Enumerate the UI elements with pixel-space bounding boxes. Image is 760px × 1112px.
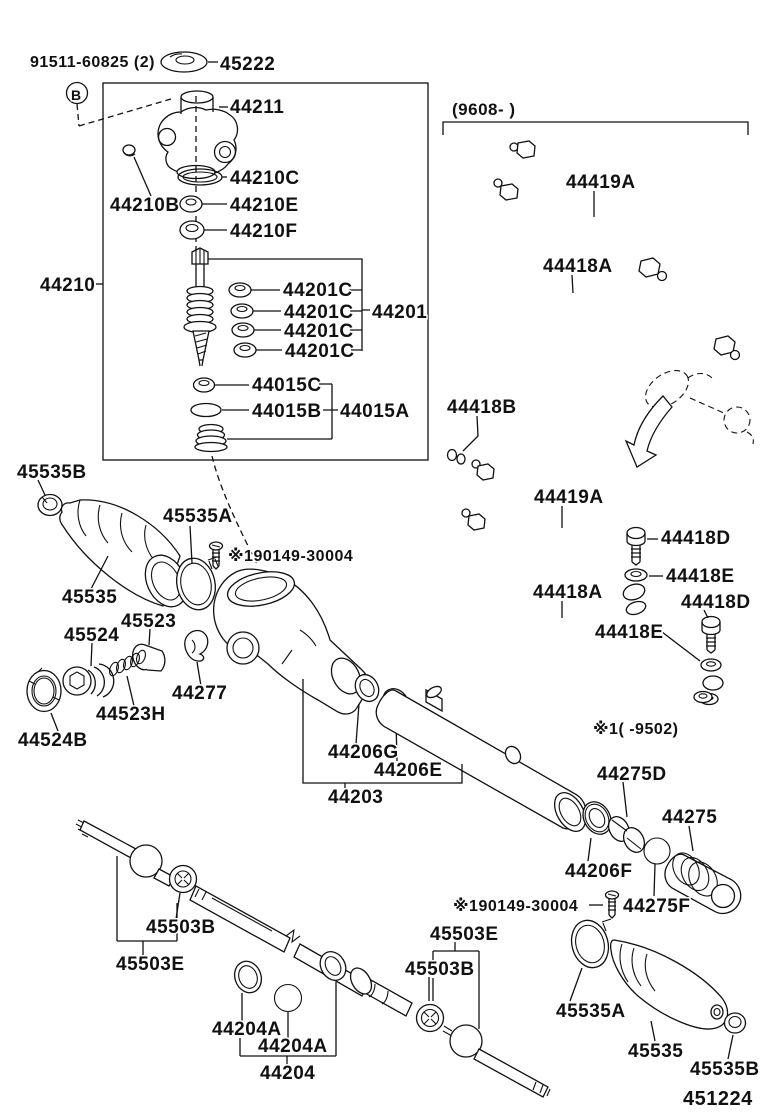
screw-190149-2-drawing — [589, 891, 619, 918]
label-44275F: 44275F — [623, 896, 691, 917]
label-44015B: 44015B — [252, 401, 322, 422]
label-44201: 44201 — [372, 302, 428, 323]
label-44204: 44204 — [260, 1063, 316, 1084]
washer-44418E-1-drawing — [625, 569, 663, 581]
note-9608-bracket — [443, 122, 748, 135]
boot-45535-2-drawing — [611, 940, 728, 1041]
ring-45535B-1-drawing — [38, 480, 62, 516]
ring-45535B-2-drawing — [725, 1013, 746, 1059]
washer-note-drawing — [694, 692, 712, 703]
label-45535A-2: 45535A — [556, 1001, 626, 1022]
washers-44418E-2-drawing — [662, 632, 723, 705]
callout-b-marker — [67, 83, 172, 127]
label-44210C: 44210C — [230, 168, 300, 189]
pinion-shaft-drawing — [184, 248, 216, 366]
label-45503E-2: 45503E — [430, 924, 499, 945]
plug-45524-drawing — [63, 643, 114, 697]
label-44275: 44275 — [662, 807, 718, 828]
label-44206E: 44206E — [374, 760, 443, 781]
label-44418A-1: 44418A — [543, 256, 613, 277]
figure-number: 451224 — [683, 1088, 753, 1110]
screw-190149-1-drawing — [210, 542, 223, 569]
label-44201C-4: 44201C — [285, 341, 355, 362]
label-44201C-2: 44201C — [284, 302, 354, 323]
tie-rod-1-drawing — [76, 820, 182, 919]
label-44210B: 44210B — [110, 195, 180, 216]
label-44211: 44211 — [230, 97, 285, 118]
plug-44210B-drawing — [123, 145, 151, 196]
seal-44204A-drawing — [230, 958, 265, 1021]
label-45535A-1: 45535A — [163, 506, 233, 527]
bolt-44418D-1-drawing — [627, 528, 658, 566]
label-44210F: 44210F — [230, 221, 298, 242]
clamp-45535A-2-drawing — [566, 916, 613, 1001]
damper-44277-drawing — [185, 631, 208, 686]
clip-44418B-drawing — [448, 416, 479, 464]
label-44418A-2: 44418A — [533, 582, 603, 603]
label-44204A-2: 44204A — [258, 1036, 328, 1057]
label-45535-1: 45535 — [62, 587, 118, 608]
label-45535B-1: 45535B — [17, 462, 87, 483]
label-44419A-2: 44419A — [534, 487, 604, 508]
label-45503E-1: 45503E — [116, 954, 185, 975]
ring-44210E-drawing — [180, 196, 227, 212]
rack-bar-drawing — [190, 886, 368, 996]
label-44201C-3: 44201C — [284, 321, 354, 342]
label-44210E: 44210E — [230, 195, 299, 216]
label-44523H: 44523H — [96, 704, 166, 725]
label-note-9502: ※1( -9502) — [593, 721, 679, 738]
seal-44524B-drawing — [27, 668, 61, 731]
label-44418E-2: 44418E — [595, 622, 664, 643]
label-44418B: 44418B — [447, 397, 517, 418]
label-45524: 45524 — [64, 625, 120, 646]
claw-washer-45503B-2-drawing — [417, 1005, 444, 1032]
label-45523: 45523 — [121, 611, 177, 632]
label-45535B-2: 45535B — [690, 1059, 760, 1080]
label-44210: 44210 — [40, 275, 96, 296]
label-44419A-1: 44419A — [566, 172, 636, 193]
label-callout-b: B — [71, 87, 82, 103]
label-44015A: 44015A — [340, 401, 410, 422]
label-44277: 44277 — [172, 683, 228, 704]
label-45535-2: 45535 — [628, 1041, 684, 1062]
tie-rod-2-drawing — [443, 1025, 550, 1097]
label-44015C: 44015C — [252, 375, 322, 396]
claw-washer-45503B-1-drawing — [170, 866, 197, 893]
label-44418D-2: 44418D — [681, 592, 751, 613]
label-44275D: 44275D — [597, 764, 667, 785]
label-bolt-ref: 91511-60825 (2) — [30, 54, 155, 71]
label-screw-ref-2: ※190149-30004 — [453, 898, 579, 915]
label-45222: 45222 — [220, 54, 276, 75]
gear-housing-drawing — [214, 566, 369, 714]
label-44206F: 44206F — [565, 861, 633, 882]
label-45503B-2: 45503B — [405, 959, 475, 980]
label-44204A-1: 44204A — [212, 1019, 282, 1040]
bolt-44418D-2-drawing — [702, 610, 720, 653]
ghost-assembly-arrow — [626, 363, 753, 467]
label-44418E-1: 44418E — [666, 566, 735, 587]
label-44524B: 44524B — [18, 730, 88, 751]
label-44201C-1: 44201C — [283, 280, 353, 301]
label-44203: 44203 — [328, 787, 384, 808]
ring-44210F-drawing — [180, 221, 227, 239]
pipe-44418A-top-drawing — [494, 179, 740, 360]
label-44206G: 44206G — [328, 742, 399, 763]
label-45503B-1: 45503B — [146, 917, 216, 938]
rack-end-2-drawing — [346, 964, 412, 1016]
cap-45222-drawing — [161, 52, 218, 72]
label-screw-ref-1: ※190149-30004 — [228, 548, 354, 565]
label-44418D-1: 44418D — [661, 528, 731, 549]
label-note-9608: (9608- ) — [452, 100, 516, 119]
bushing-44275D-drawing — [605, 782, 649, 856]
